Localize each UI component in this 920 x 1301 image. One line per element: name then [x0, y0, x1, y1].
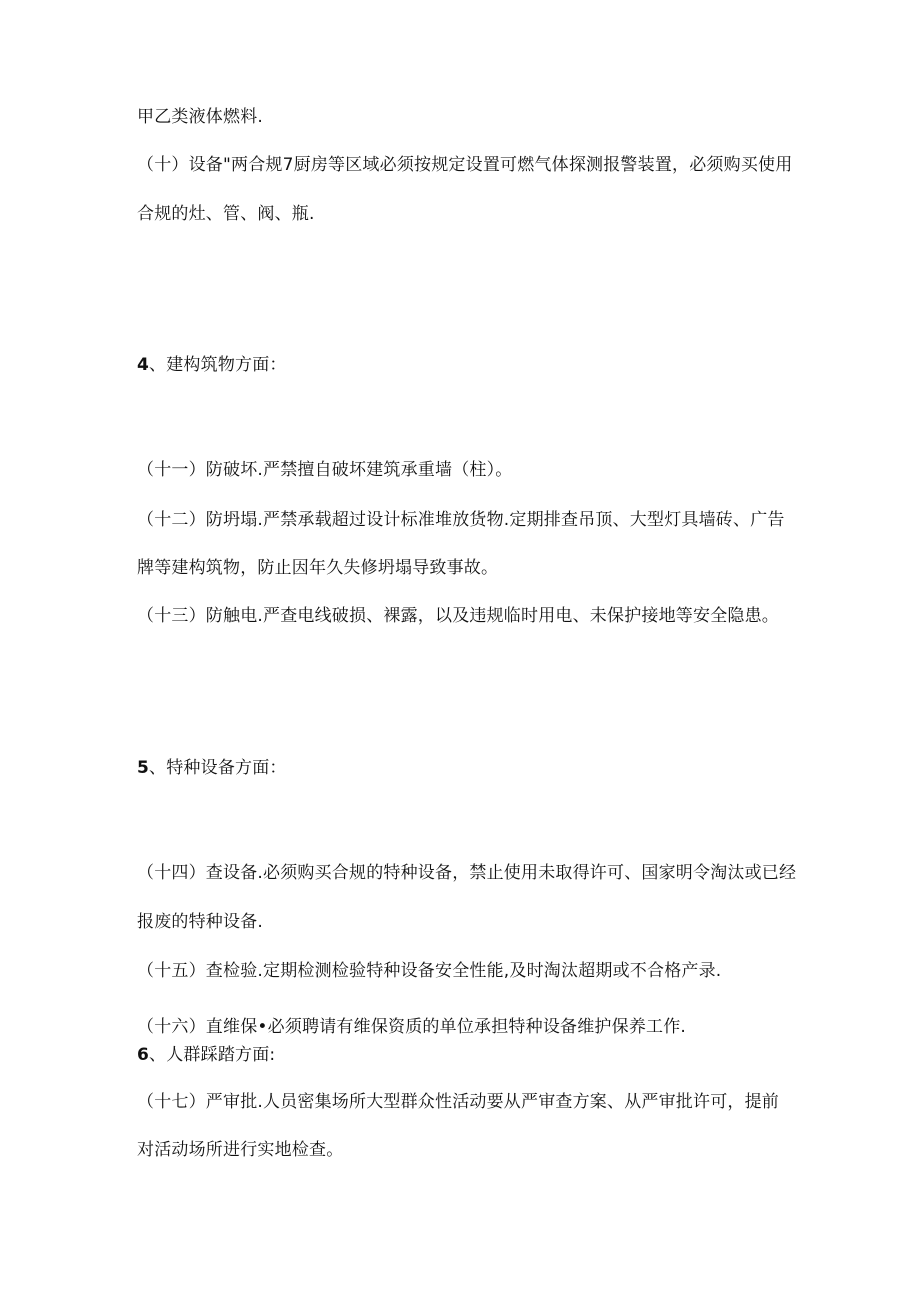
paragraph-line: （十六）直维保•必须聘请有维保资质的单位承担特种设备维护保养工作. — [137, 1017, 687, 1037]
section-number: 6 — [137, 1045, 150, 1065]
paragraph-line: （十三）防触电.严查电线破损、裸露，以及违规临时用电、未保护接地等安全隐患。 — [137, 606, 780, 626]
paragraph-line: （十七）严审批.人员密集场所大型群众性活动要从严审查方案、从严审批许可，提前 — [137, 1092, 780, 1112]
paragraph-line: （十二）防坍塌.严禁承载超过设计标准堆放货物.定期排查吊顶、大型灯具墙砖、广告 — [137, 510, 785, 530]
paragraph-line: （十一）防破坏.严禁擅自破坏建筑承重墙（柱）。 — [137, 460, 513, 480]
paragraph-line: （十五）查检验.定期检测检验特种设备安全性能,及时淘汰超期或不合格产录. — [137, 961, 722, 981]
paragraph-line: 牌等建构筑物，防止因年久失修坍塌导致事故。 — [137, 558, 499, 578]
paragraph-line: 报废的特种设备. — [137, 912, 264, 932]
section-heading-5 — [137, 757, 287, 779]
paragraph-line: （十四）查设备.必须购买合规的特种设备，禁止使用未取得许可、国家明令淘汰或已经 — [137, 863, 797, 883]
section-title: 、人群踩踏方面: — [149, 1045, 276, 1065]
paragraph-line: 合规的灶、管、阀、瓶. — [137, 204, 315, 224]
section-title: 、建构筑物方面： — [149, 355, 287, 375]
section-number: 5 — [137, 758, 150, 778]
section-title: 、特种设备方面： — [149, 758, 287, 778]
section-heading-6 — [137, 1044, 275, 1066]
paragraph-line: （十）设备"两合规7厨房等区域必须按规定设置可燃气体探测报警装置，必须购买使用 — [137, 155, 793, 175]
section-heading-4 — [137, 354, 287, 376]
paragraph-line: 甲乙类液体燃料. — [137, 107, 264, 127]
paragraph-line: 对活动场所进行实地检查。 — [137, 1140, 344, 1160]
section-number: 4 — [137, 355, 150, 375]
